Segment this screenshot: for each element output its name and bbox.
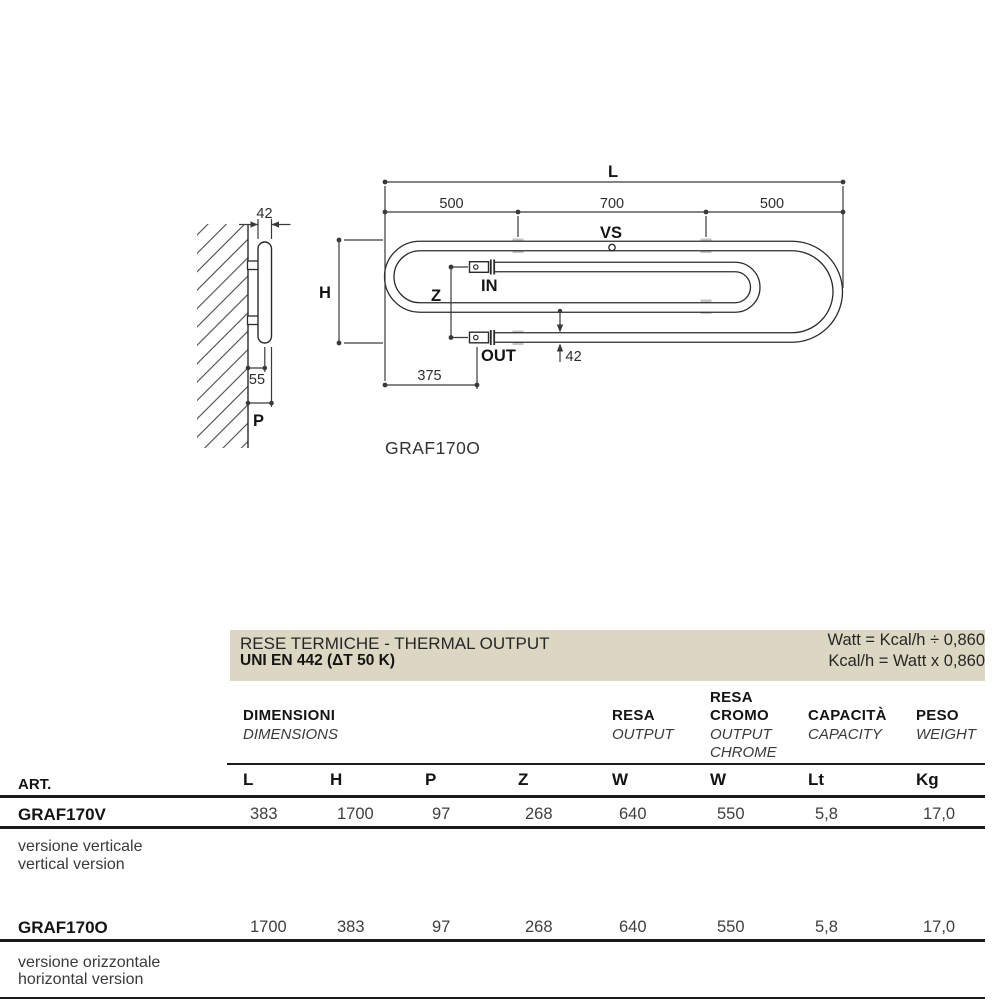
col-header-lt: Lt [808, 770, 825, 789]
cell-p: 97 [432, 918, 451, 936]
group-resa-cromo-2: CROMO [710, 707, 769, 724]
group-resa-cromo-en-1: OUTPUT [710, 726, 772, 743]
cell-h: 1700 [337, 805, 374, 823]
col-header-kg: Kg [916, 770, 939, 789]
cell-lt: 5,8 [815, 805, 838, 823]
dim-height [339, 240, 383, 343]
cell-kg: 17,0 [923, 918, 956, 936]
formula-kcal: Kcal/h = Watt x 0,860 [828, 652, 985, 670]
dim-tube-42-value: 42 [565, 349, 582, 365]
cell-l: 1700 [250, 918, 287, 936]
group-capacita: CAPACITÀ [808, 707, 887, 724]
radiator-tube-core [389, 246, 838, 338]
cell-w: 640 [619, 805, 647, 823]
cell-w-chrome: 550 [717, 805, 745, 823]
row2-rule [0, 939, 985, 942]
group-peso: PESO [916, 707, 959, 724]
bottom-rule [0, 997, 985, 1000]
row1-rule [0, 826, 985, 829]
cell-h: 383 [337, 918, 365, 936]
col-header-w: W [612, 770, 629, 789]
dim-seg-left: 500 [439, 196, 464, 212]
dim-length-label: L [607, 163, 619, 181]
band-title: RESE TERMICHE - THERMAL OUTPUT [240, 634, 550, 653]
group-resa-cromo-en-2: CHROME [710, 744, 777, 761]
dim-side-55 [248, 347, 265, 372]
col-header-h: H [330, 770, 343, 789]
dim-seg-right: 500 [759, 196, 785, 212]
cell-w: 640 [619, 918, 647, 936]
row-note-en: horizontal version [18, 971, 144, 988]
row-note-it: versione orizzontale [18, 954, 161, 971]
article-code: GRAF170V [18, 805, 106, 824]
group-capacita-en: CAPACITY [808, 726, 882, 743]
cell-kg: 17,0 [923, 805, 956, 823]
cell-p: 97 [432, 805, 451, 823]
col-header-z: Z [518, 770, 529, 789]
article-code: GRAF170O [18, 918, 108, 937]
header-rule [0, 795, 985, 798]
dim-z-label: Z [430, 287, 442, 305]
col-header-w-chrome: W [710, 770, 727, 789]
band-standard: UNI EN 442 (ΔT 50 K) [240, 652, 395, 669]
col-header-l: L [243, 770, 254, 789]
wall-bracket [248, 261, 259, 270]
front-view [319, 163, 845, 389]
formula-watt: Watt = Kcal/h ÷ 0,860 [827, 631, 985, 649]
tube-side-profile [258, 242, 272, 343]
dim-side-42-value: 42 [256, 206, 273, 222]
art-header: ART. [18, 776, 52, 793]
group-peso-en: WEIGHT [916, 726, 976, 743]
dim-height-label: H [319, 284, 331, 302]
wall-bracket [248, 316, 259, 325]
group-resa: RESA [612, 707, 655, 724]
group-dimensioni-en: DIMENSIONS [243, 726, 339, 743]
cell-lt: 5,8 [815, 918, 838, 936]
wall-hatching [197, 224, 248, 448]
dim-375-value: 375 [417, 368, 442, 384]
cell-l: 383 [250, 805, 278, 823]
dim-side-55-value: 55 [248, 372, 266, 388]
col-header-p: P [425, 770, 437, 789]
drawing-caption: GRAF170O [385, 438, 481, 458]
cell-z: 268 [525, 805, 553, 823]
in-fitting [470, 260, 495, 275]
row-note-it: versione verticale [18, 838, 143, 855]
dim-seg-mid: 700 [599, 196, 625, 212]
vs-label: VS [599, 224, 623, 242]
vent-vs [609, 244, 615, 250]
group-resa-en: OUTPUT [612, 726, 674, 743]
group-dimensioni: DIMENSIONI [243, 707, 336, 724]
out-fitting [470, 330, 495, 345]
dim-side-p-label: P [252, 412, 265, 430]
out-label: OUT [481, 347, 516, 365]
cell-z: 268 [525, 918, 553, 936]
cell-w-chrome: 550 [717, 918, 745, 936]
side-view [197, 206, 291, 448]
group-underline [227, 763, 985, 765]
group-resa-cromo-1: RESA [710, 689, 753, 706]
radiator-tube-outline [389, 246, 838, 338]
row-note-en: vertical version [18, 856, 125, 873]
in-label: IN [481, 277, 498, 295]
